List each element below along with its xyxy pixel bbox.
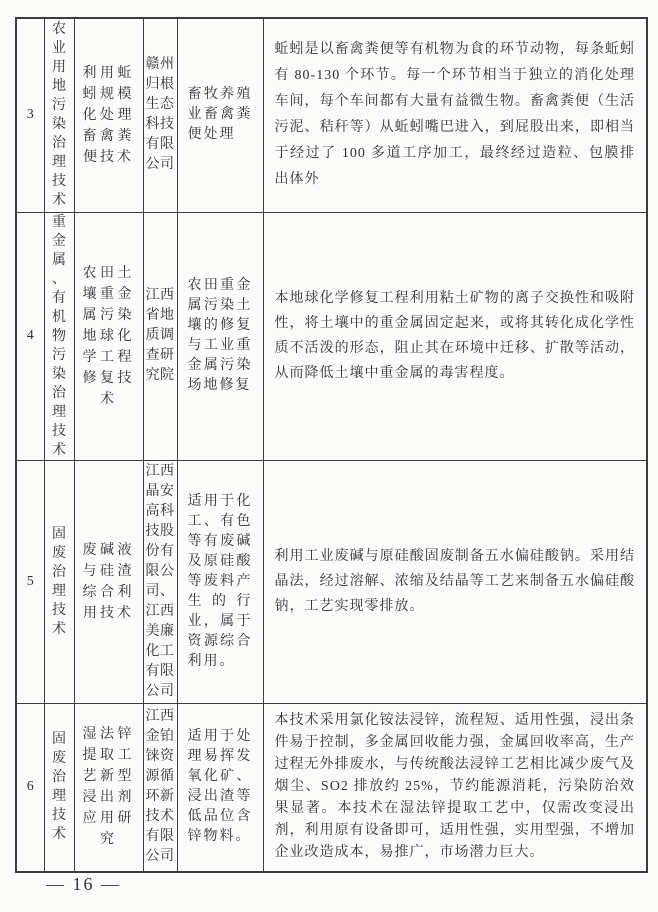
- row-number-cell: 5: [16, 460, 44, 703]
- description-cell: 利用工业废碱与原硅酸固废制备五水偏硅酸钠。采用结晶法，经过溶解、浓缩及结晶等工艺来制备五水偏硅酸钠，工艺实现零排放。: [263, 460, 647, 703]
- category-cell: 农业用地污染治理技术: [44, 18, 74, 212]
- row-number-cell: 3: [16, 18, 44, 212]
- technology-cell: 废碱液与硅渣综合利用技术: [74, 460, 143, 703]
- technology-cell: 利用蚯蚓规模化处理畜禽粪便技术: [74, 18, 143, 212]
- category-cell: 固废治理技术: [44, 703, 74, 872]
- table-row: [16, 460, 647, 703]
- company-cell: 江西省地质调查研究院: [143, 212, 177, 460]
- company-cell: 江西晶安高科技股份有限公司、江西美廉化工有限公司: [143, 460, 177, 703]
- company-cell: 赣州归根生态科技有限公司: [143, 18, 177, 212]
- category-cell: 固废治理技术: [44, 460, 74, 703]
- description-cell: 本地球化学修复工程利用粘土矿物的离子交换性和吸附性，将土壤中的重金属固定起来，或将其转化成化学性质不活泼的形态，阻止其在环境中迁移、扩散等活动，从而降低土壤中重金属的毒害程度。: [263, 212, 647, 460]
- application-cell: 农田重金属污染土壤的修复与工业重金属污染场地修复: [177, 212, 263, 460]
- description-cell: 蚯蚓是以畜禽粪便等有机物为食的环节动物，每条蚯蚓有 80-130 个环节。每一个环节相当于独立的消化处理车间，每个车间都有大量有益微生物。畜禽粪便（生活污泥、秸秆等）从蚯蚓嘴巴进入，到屁股出来，即相当于经过了 100 多道工序加工，最终经过造粒、包膜排出体外: [263, 18, 647, 212]
- company-cell: 江西金铂铼资源循环新技术有限公司: [143, 703, 177, 872]
- table-row: [16, 18, 647, 212]
- application-cell: 畜牧养殖业畜禽粪便处理: [177, 18, 263, 212]
- application-cell: 适用于化工、有色等有废碱及原硅酸等废料产生的行业，属于资源综合利用。: [177, 460, 263, 703]
- application-cell: 适用于处理易挥发氧化矿、浸出渣等低品位含锌物料。: [177, 703, 263, 872]
- technology-table: [15, 17, 648, 873]
- table-row: [16, 212, 647, 460]
- category-cell: 重金属、有机物污染治理技术: [44, 212, 74, 460]
- page-number: — 16 —: [46, 874, 121, 894]
- description-cell: 本技术采用氯化铵法浸锌，流程短、适用性强，浸出条件易于控制，多金属回收能力强，金属回收率高，生产过程无外排废水，与传统酸法浸锌工艺相比减少废气及烟尘、SO2 排放约 25%，节约能源消耗，污染防治效果显著。本技术在湿法锌提取工艺中，仅需改变浸出剂，利用原有设备即可，适用性强，实用型强，不增加企业改造成本，易推广，市场潜力巨大。: [263, 703, 647, 872]
- row-number-cell: 6: [16, 703, 44, 872]
- technology-cell: 湿法锌提取工艺新型浸出剂应用研究: [74, 703, 143, 872]
- row-number-cell: 4: [16, 212, 44, 460]
- table-row: [16, 703, 647, 872]
- technology-cell: 农田土壤重金属污染地球化学工程修复技术: [74, 212, 143, 460]
